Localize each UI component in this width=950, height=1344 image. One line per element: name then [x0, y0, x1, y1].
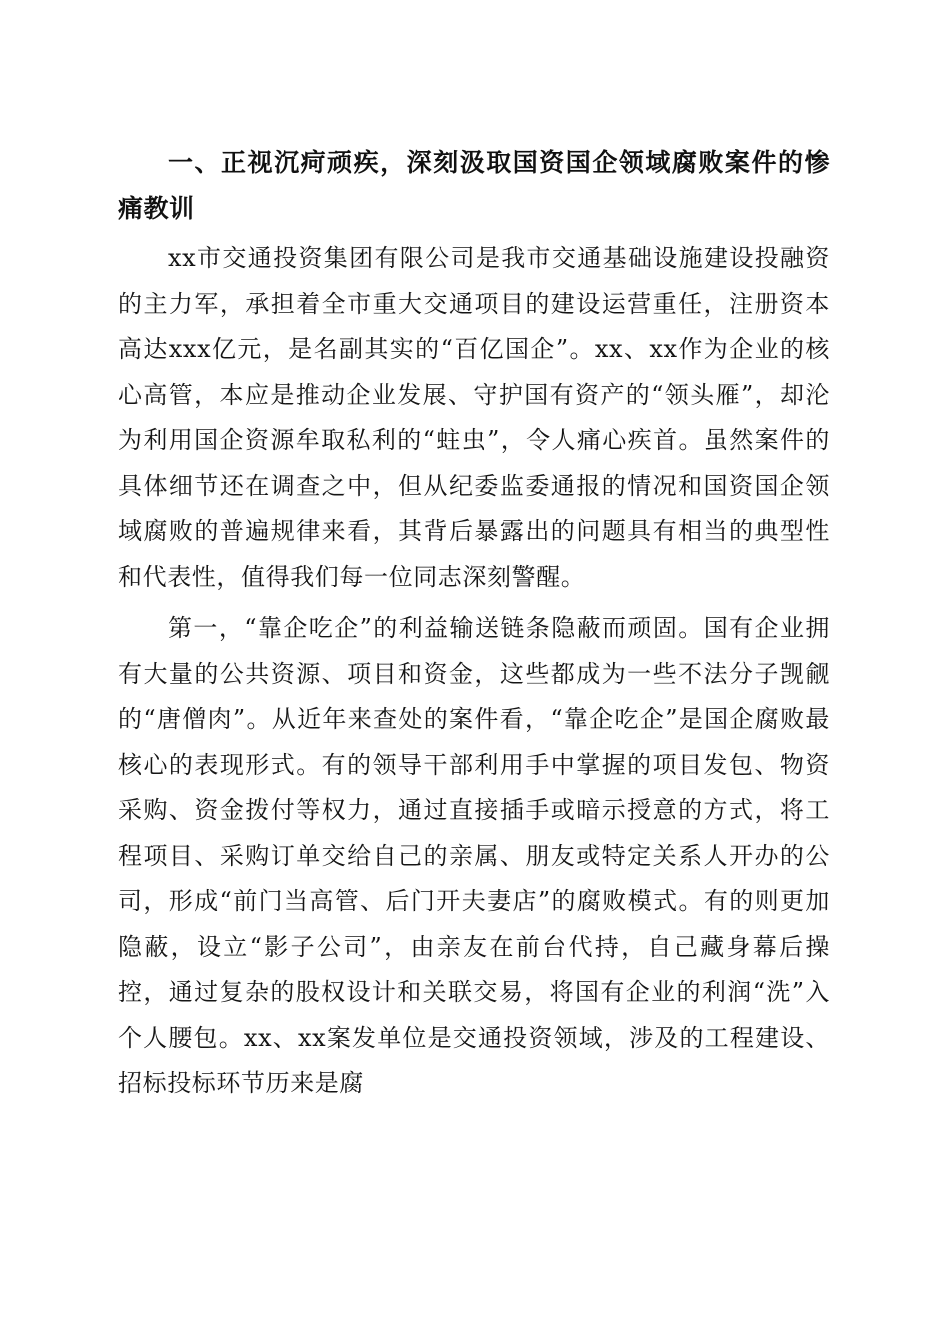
- document-body: [118, 140, 830, 1107]
- body-paragraph: 第一，“靠企吃企”的利益输送链条隐蔽而顽固。国有企业拥有大量的公共资源、项目和资金，这些都成为一些不法分子觊觎的“唐僧肉”。从近年来查处的案件看，“靠企吃企”是国企腐败最核心的表现形式。有的领导干部利用手中掌握的项目发包、物资采购、资金拨付等权力，通过直接插手或暗示授意的方式，将工程项目、采购订单交给自己的亲属、朋友或特定关系人开办的公司，形成“前门当高管、后门开夫妻店”的腐败模式。有的则更加隐蔽，设立“影子公司”，由亲友在前台代持，自己藏身幕后操控，通过复杂的股权设计和关联交易，将国有企业的利润“洗”入个人腰包。xx、xx案发单位是交通投资领域，涉及的工程建设、招标投标环节历来是腐: [118, 614, 830, 1097]
- body-paragraph: xx市交通投资集团有限公司是我市交通基础设施建设投融资的主力军，承担着全市重大交通项目的建设运营重任，注册资本高达xxx亿元，是名副其实的“百亿国企”。xx、xx作为企业的核心高管，本应是推动企业发展、守护国有资产的“领头雁”，却沦为利用国企资源牟取私利的“蛀虫”，令人痛心疾首。虽然案件的具体细节还在调查之中，但从纪委监委通报的情况和国资国企领域腐败的普遍规律来看，其背后暴露出的问题具有相当的典型性和代表性，值得我们每一位同志深刻警醒。: [118, 244, 830, 591]
- section-heading: 一、正视沉疴顽疾，深刻汲取国资国企领域腐败案件的惨痛教训: [118, 148, 830, 223]
